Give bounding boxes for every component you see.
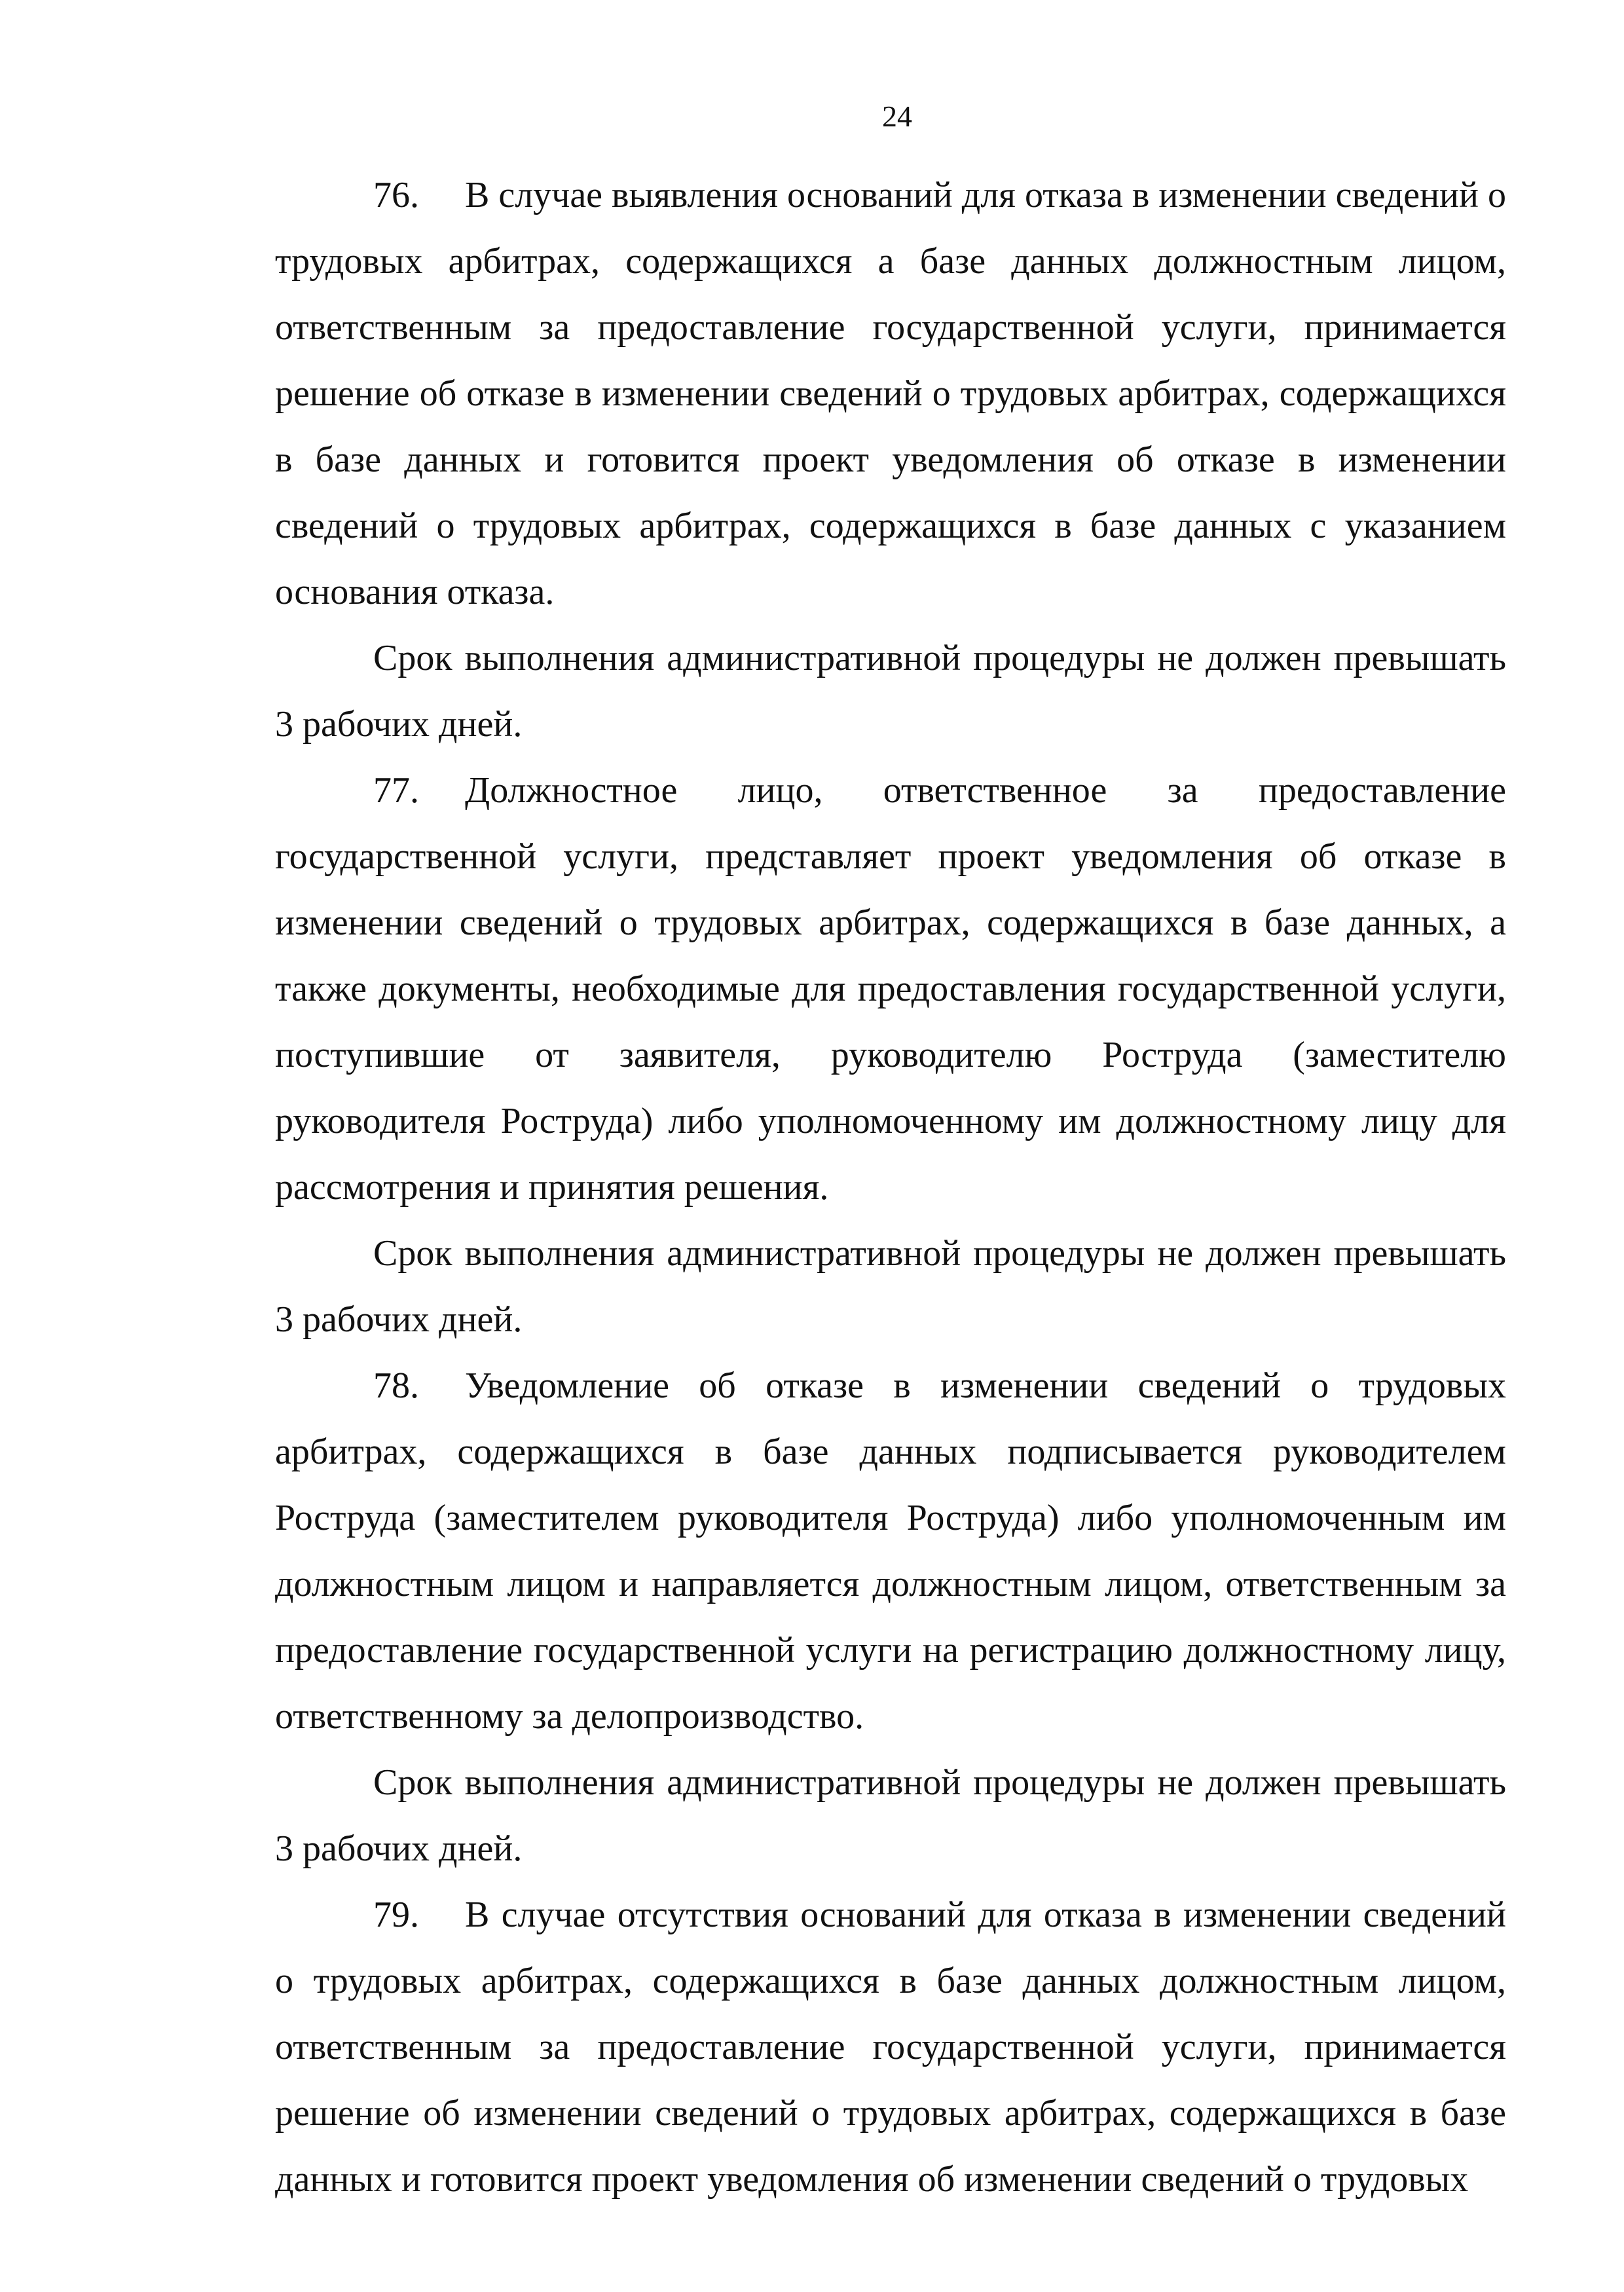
paragraph-number: 77. bbox=[373, 770, 419, 811]
document-body bbox=[275, 162, 1506, 2213]
paragraph-number: 76. bbox=[373, 175, 419, 215]
paragraph-deadline bbox=[275, 625, 1506, 758]
paragraph-79 bbox=[275, 1882, 1506, 2213]
paragraph-number: 78. bbox=[373, 1365, 419, 1406]
paragraph-text: В случае отсутствия оснований для отказа в изменении сведений о трудовых арбитрах, содержащихся в базе данных должностным лицом, ответственным за предоставление государственной услуги, принимается решение об изменении сведений о трудовых арбитрах, содержащихся в базе данных и готовится проект уведомления об изменении сведений о трудовых bbox=[275, 1895, 1506, 2200]
paragraph-deadline bbox=[275, 1750, 1506, 1882]
paragraph-number: 79. bbox=[373, 1895, 419, 1935]
page-number: 24 bbox=[882, 100, 912, 133]
paragraph-deadline bbox=[275, 1221, 1506, 1353]
paragraph-text: В случае выявления оснований для отказа в изменении сведений о трудовых арбитрах, содержащихся а базе данных должностным лицом, ответственным за предоставление государственной услуги, принимается решение об отказе в изменении сведений о трудовых арбитрах, содержащихся в базе данных и готовится проект уведомления об отказе в изменении сведений о трудовых арбитрах, содержащихся в базе данных с указанием основания отказа. bbox=[275, 175, 1506, 612]
paragraph-text: Должностное лицо, ответственное за предоставление государственной услуги, представляет проект уведомления об отказе в изменении сведений о трудовых арбитрах, содержащихся в базе данных, а также документы, необходимые для предоставления государственной услуги, поступившие от заявителя, руководителю Роструда (заместителю руководителя Роструда) либо уполномоченному им должностному лицу для рассмотрения и принятия решения. bbox=[275, 770, 1506, 1208]
paragraph-text: Срок выполнения административной процедуры не должен превышать 3 рабочих дней. bbox=[275, 1233, 1506, 1340]
paragraph-78 bbox=[275, 1353, 1506, 1750]
paragraph-76 bbox=[275, 162, 1506, 625]
paragraph-77 bbox=[275, 758, 1506, 1221]
paragraph-text: Уведомление об отказе в изменении сведений о трудовых арбитрах, содержащихся в базе данных подписывается руководителем Роструда (заместителем руководителя Роструда) либо уполномоченным им должностным лицом и направляется должностным лицом, ответственным за предоставление государственной услуги на регистрацию должностному лицу, ответственному за делопроизводство. bbox=[275, 1365, 1506, 1737]
paragraph-text: Срок выполнения административной процедуры не должен превышать 3 рабочих дней. bbox=[275, 638, 1506, 745]
paragraph-text: Срок выполнения административной процедуры не должен превышать 3 рабочих дней. bbox=[275, 1762, 1506, 1869]
